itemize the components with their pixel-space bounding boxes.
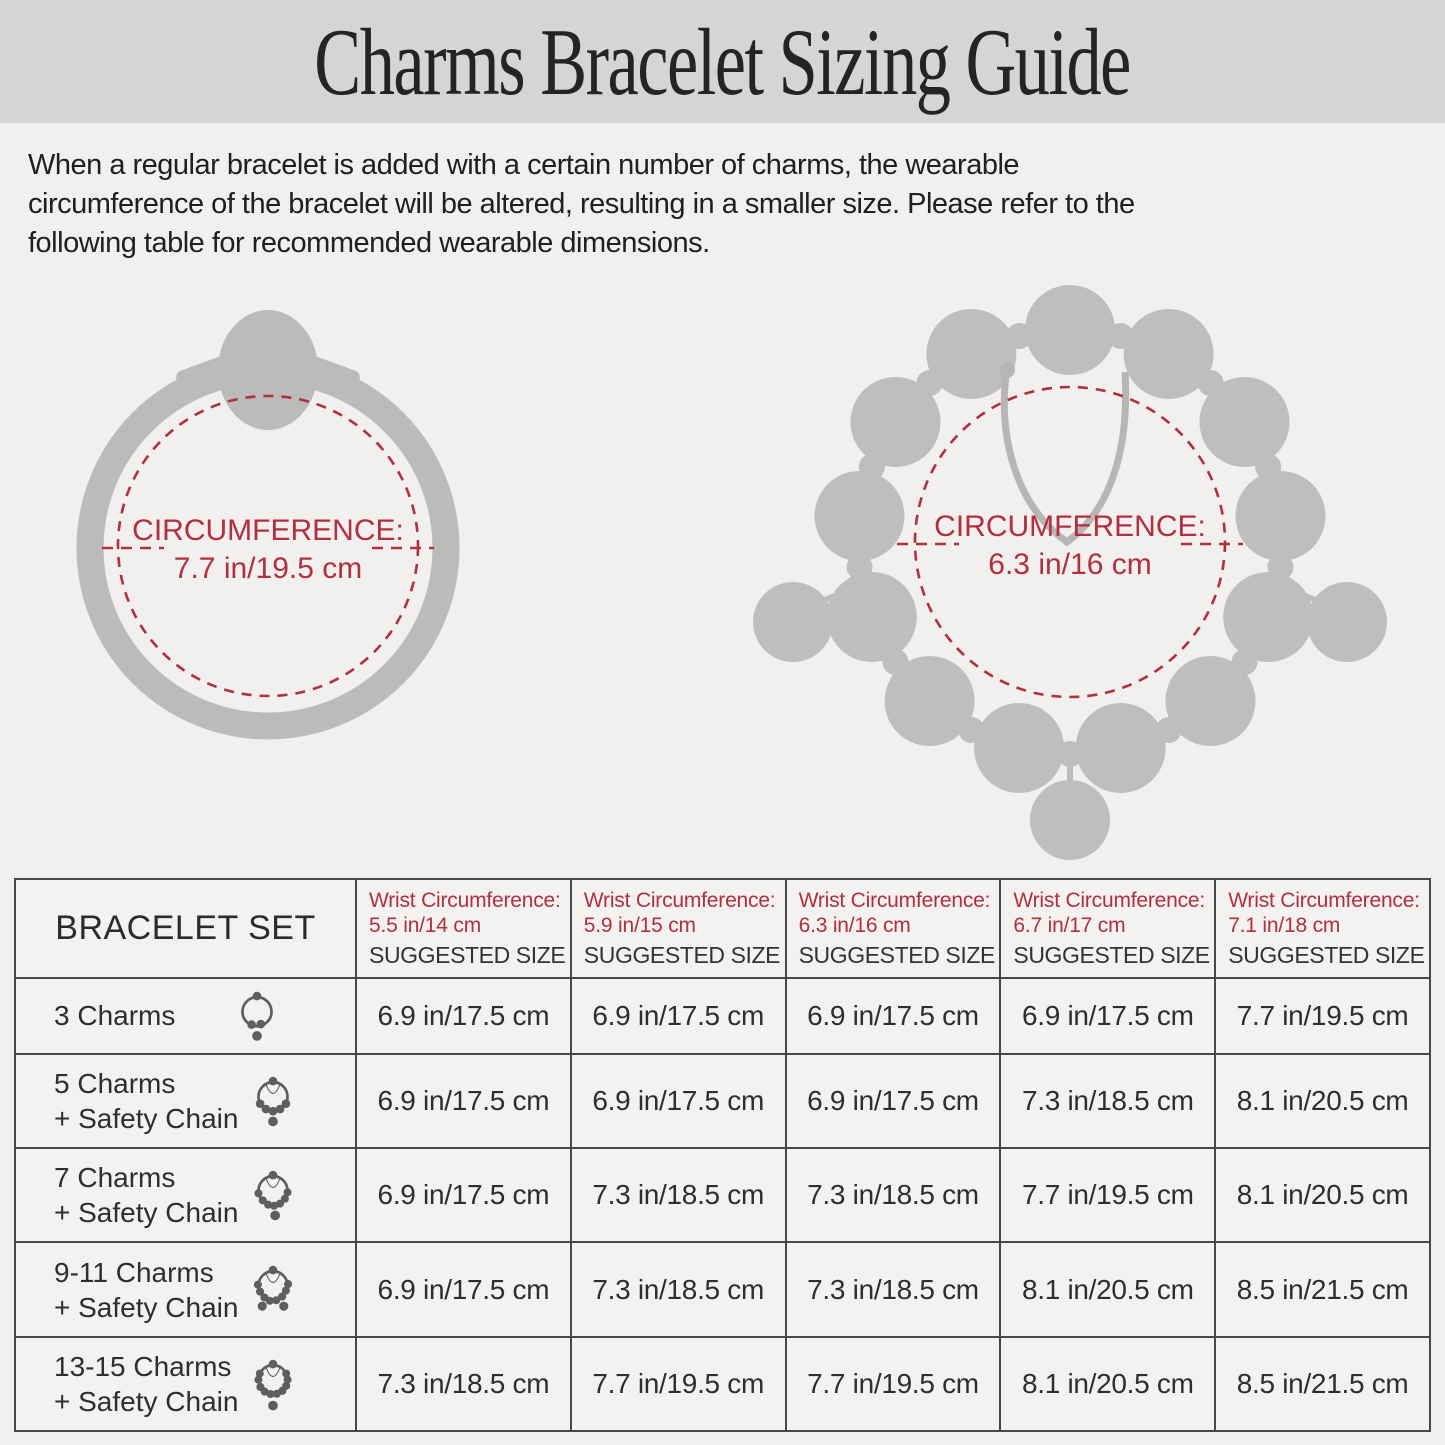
column-header [356, 879, 571, 978]
bracelet-9-11-charms-safety-chain-icon [246, 1262, 300, 1318]
suggested-size-label: SUGGESTED SIZE [798, 942, 995, 968]
size-cell: 7.3 in/18.5 cm [786, 1242, 1001, 1336]
wrist-circumference-value: 6.7 in/17 cm [1013, 914, 1126, 937]
charms-circumference-value: 6.3 in/16 cm [988, 548, 1152, 581]
wrist-circumference-label: Wrist Circumference: [1228, 889, 1420, 912]
wrist-circumference-value: 5.5 in/14 cm [369, 914, 481, 937]
row-label: 9-11 Charms + Safety Chain [54, 1256, 239, 1323]
table-row [15, 1054, 1430, 1148]
size-cell: 6.9 in/17.5 cm [356, 1148, 571, 1242]
size-cell: 6.9 in/17.5 cm [571, 1054, 786, 1148]
size-cell: 7.3 in/18.5 cm [1000, 1054, 1215, 1148]
size-cell: 6.9 in/17.5 cm [786, 1054, 1001, 1148]
size-cell: 8.5 in/21.5 cm [1215, 1242, 1430, 1336]
intro-paragraph [28, 146, 1433, 263]
charm-bracelet-diagram [745, 270, 1395, 870]
suggested-size-label: SUGGESTED SIZE [1013, 942, 1210, 968]
size-cell: 8.1 in/20.5 cm [1215, 1148, 1430, 1242]
size-cell: 7.7 in/19.5 cm [786, 1337, 1001, 1431]
bracelet-3-charms-icon [230, 988, 284, 1044]
bracelet-13-15-charms-safety-chain-icon [246, 1356, 300, 1412]
suggested-size-label: SUGGESTED SIZE [1228, 942, 1425, 968]
wrist-circumference-value: 7.1 in/18 cm [1228, 914, 1341, 937]
intro-line: When a regular bracelet is added with a certain number of charms, the wearable [28, 149, 1020, 181]
size-cell: 6.9 in/17.5 cm [1000, 978, 1215, 1054]
table-row [15, 978, 1430, 1054]
bracelet-set-cell [15, 978, 356, 1054]
bracelet-set-cell [15, 1337, 356, 1431]
size-cell: 6.9 in/17.5 cm [356, 1054, 571, 1148]
page-title: Charms Bracelet Sizing Guide [314, 8, 1131, 115]
wrist-circumference-value: 6.3 in/16 cm [798, 914, 911, 937]
size-cell: 6.9 in/17.5 cm [571, 978, 786, 1054]
size-cell: 7.7 in/19.5 cm [1000, 1148, 1215, 1242]
plain-bracelet-diagram [58, 286, 478, 776]
table-row [15, 1337, 1430, 1431]
size-cell: 7.3 in/18.5 cm [571, 1242, 786, 1336]
wrist-circumference-label: Wrist Circumference: [1013, 889, 1206, 912]
column-header [1215, 879, 1430, 978]
size-cell: 7.3 in/18.5 cm [356, 1337, 571, 1431]
column-header [786, 879, 1001, 978]
bracelet-5-charms-safety-chain-icon [246, 1073, 300, 1129]
bracelet-set-cell [15, 1148, 356, 1242]
bracelet-set-header: BRACELET SET [15, 879, 356, 978]
column-header [1000, 879, 1215, 978]
sizing-table [14, 878, 1431, 1432]
suggested-size-label: SUGGESTED SIZE [369, 942, 566, 968]
size-cell: 7.7 in/19.5 cm [571, 1337, 786, 1431]
size-cell: 6.9 in/17.5 cm [356, 1242, 571, 1336]
wrist-circumference-label: Wrist Circumference: [583, 889, 776, 912]
column-header [571, 879, 786, 978]
plain-circumference-value: 7.7 in/19.5 cm [173, 552, 363, 585]
intro-line: circumference of the bracelet will be altered, resulting in a smaller size. Please refer to the [28, 188, 1135, 220]
size-cell: 8.1 in/20.5 cm [1215, 1054, 1430, 1148]
charms-circumference-label: CIRCUMFERENCE: [934, 510, 1206, 543]
intro-line: following table for recommended wearable dimensions. [28, 227, 710, 259]
size-cell: 8.1 in/20.5 cm [1000, 1242, 1215, 1336]
bracelet-set-cell [15, 1242, 356, 1336]
row-label: 5 Charms + Safety Chain [54, 1068, 239, 1135]
size-cell: 7.7 in/19.5 cm [1215, 978, 1430, 1054]
row-label: 7 Charms + Safety Chain [54, 1162, 239, 1229]
wrist-circumference-label: Wrist Circumference: [369, 889, 561, 912]
bracelet-set-cell [15, 1054, 356, 1148]
size-cell: 6.9 in/17.5 cm [786, 978, 1001, 1054]
size-cell: 7.3 in/18.5 cm [571, 1148, 786, 1242]
wrist-circumference-label: Wrist Circumference: [798, 889, 991, 912]
row-label: 3 Charms [54, 1000, 176, 1032]
size-cell: 7.3 in/18.5 cm [786, 1148, 1001, 1242]
size-cell: 8.1 in/20.5 cm [1000, 1337, 1215, 1431]
size-cell: 8.5 in/21.5 cm [1215, 1337, 1430, 1431]
table-row [15, 1242, 1430, 1336]
header-band [0, 0, 1445, 123]
bracelet-7-charms-safety-chain-icon [246, 1167, 300, 1223]
suggested-size-label: SUGGESTED SIZE [583, 942, 781, 968]
row-label: 13-15 Charms + Safety Chain [54, 1350, 239, 1417]
size-cell: 6.9 in/17.5 cm [356, 978, 571, 1054]
table-row [15, 1148, 1430, 1242]
wrist-circumference-value: 5.9 in/15 cm [583, 914, 696, 937]
plain-circumference-label: CIRCUMFERENCE: [132, 514, 404, 547]
